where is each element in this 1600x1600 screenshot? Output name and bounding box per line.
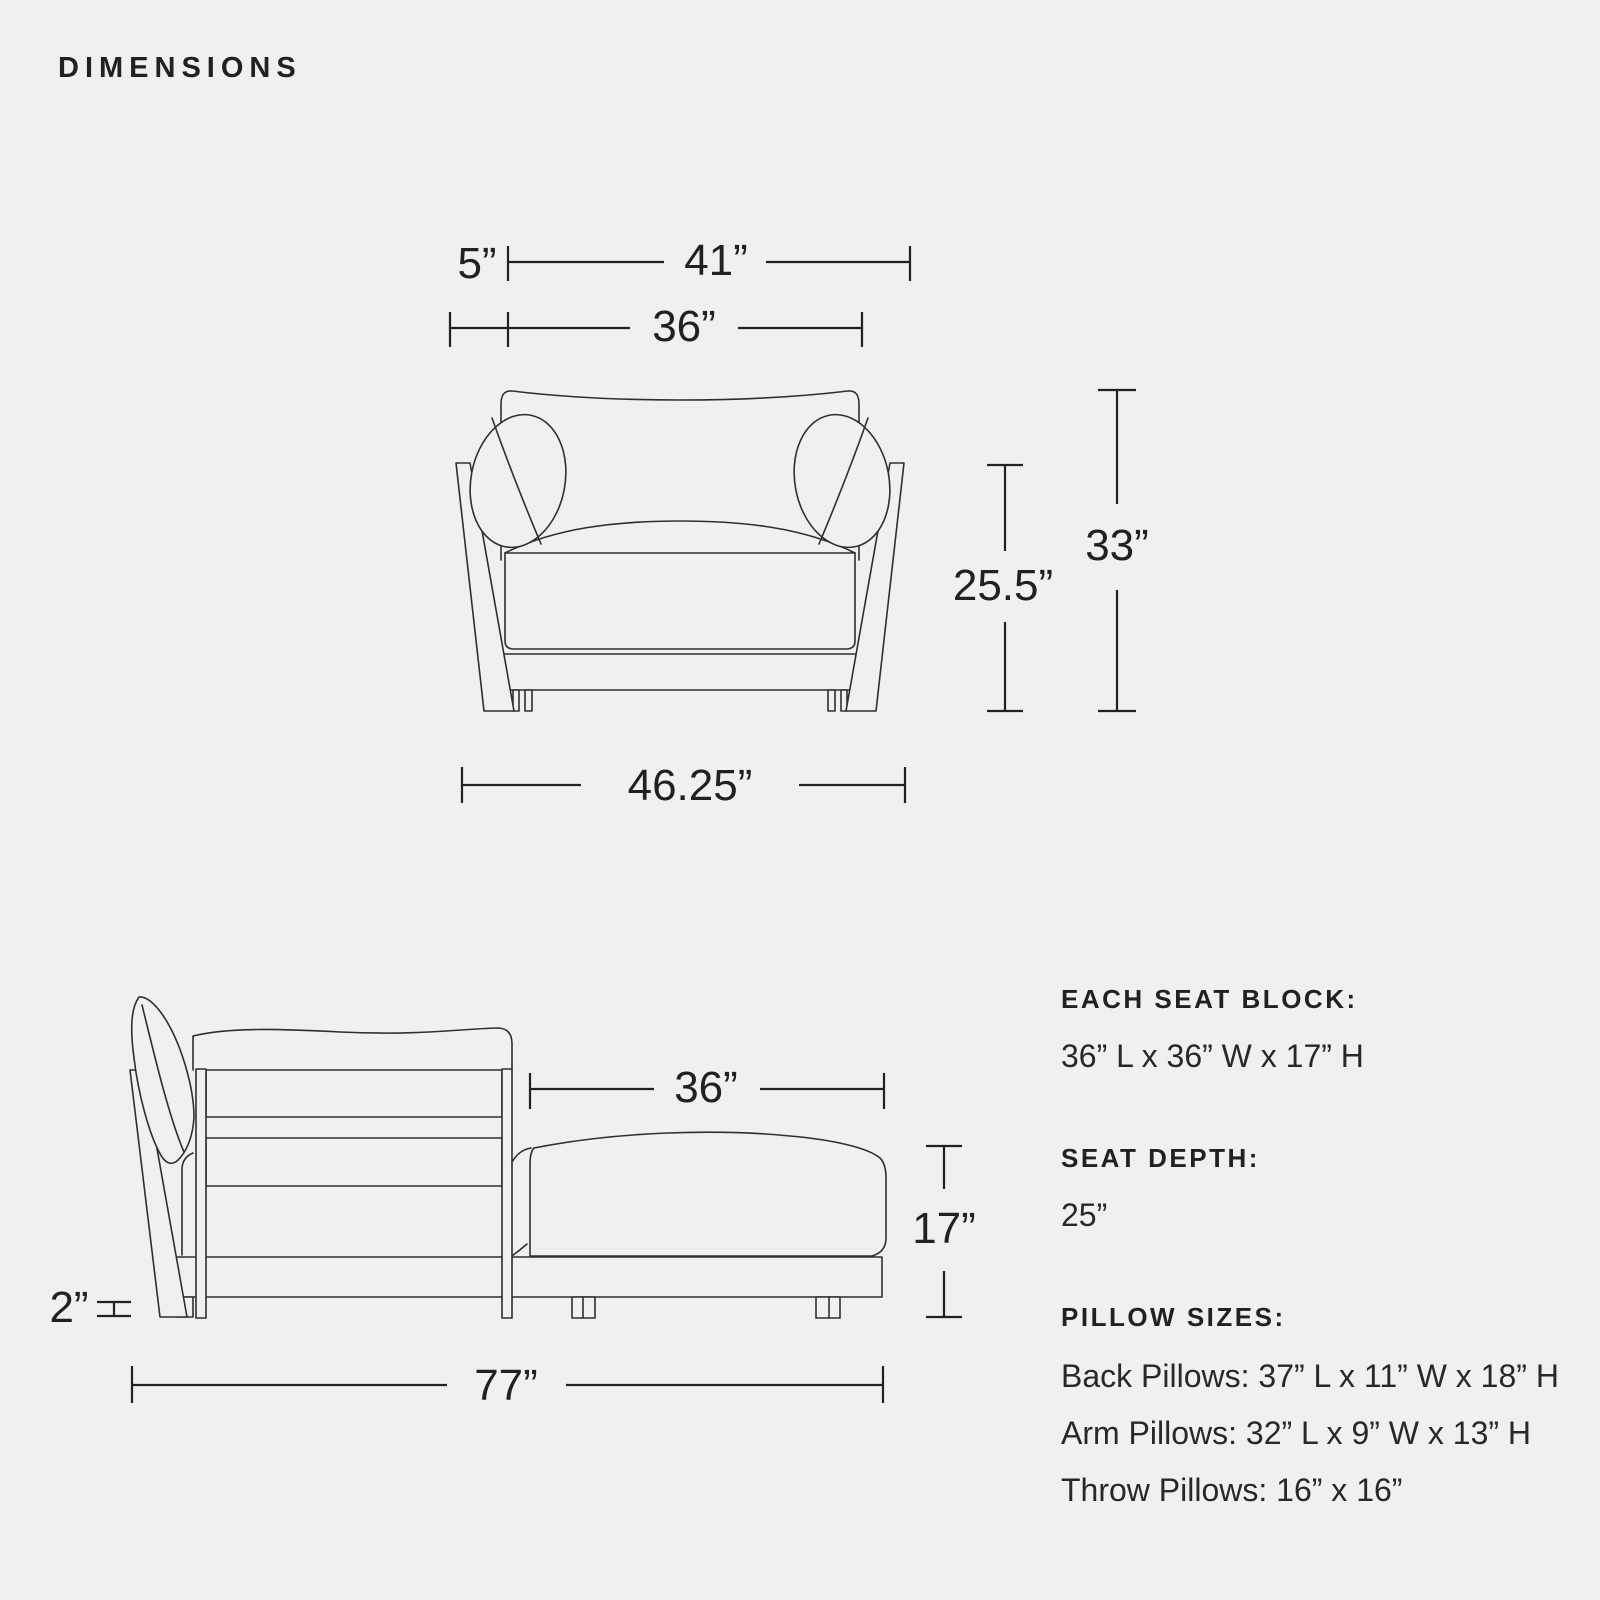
page-title: DIMENSIONS — [58, 52, 302, 84]
front-legs — [513, 690, 847, 711]
spec-seat-block — [1061, 985, 1561, 1076]
pillow-size-back: Back Pillows: 37” L x 11” W x 18” H — [1061, 1358, 1559, 1394]
front-view-drawing — [456, 391, 904, 711]
dim-label-overall-length: 77” — [474, 1361, 538, 1410]
dim-label-arm-width: 5” — [457, 239, 497, 288]
dim-line-leg-height — [97, 1302, 131, 1316]
frame-middle-slat — [206, 1138, 502, 1186]
spec-pillow-sizes — [1061, 1303, 1561, 1519]
side-back-cushion — [193, 1028, 512, 1070]
dim-label-seat-width: 36” — [652, 302, 716, 351]
frame-top-slat — [206, 1070, 502, 1117]
seat-depth-heading: SEAT DEPTH: — [1061, 1143, 1260, 1173]
dim-label-overall-height: 33” — [1085, 521, 1149, 570]
pillow-size-throw: Throw Pillows: 16” x 16” — [1061, 1472, 1403, 1508]
specs-panel — [1061, 985, 1561, 1519]
side-base-rail — [171, 1257, 882, 1297]
seat-block-value: 36” L x 36” W x 17” H — [1061, 1038, 1364, 1074]
chaise-legs — [572, 1297, 840, 1318]
dim-label-seat-block-height: 17” — [912, 1204, 976, 1253]
chaise-cushion — [530, 1132, 886, 1256]
seat-depth-value: 25” — [1061, 1197, 1108, 1233]
side-seat-cushion-edge — [182, 1153, 193, 1255]
dim-label-overall-width: 46.25” — [627, 761, 753, 810]
dim-label-seat-length: 36” — [674, 1063, 738, 1112]
side-view-drawing — [130, 997, 886, 1318]
seat-block-heading: EACH SEAT BLOCK: — [1061, 984, 1358, 1014]
spec-seat-depth — [1061, 1144, 1561, 1235]
dim-label-seat-back-height: 25.5” — [952, 561, 1054, 610]
chaise-cushion-creases — [512, 1148, 531, 1256]
frame-left-post — [196, 1069, 206, 1318]
dim-label-leg-height: 2” — [49, 1283, 89, 1332]
chaise-leg-inner-lines — [583, 1297, 829, 1318]
dim-label-frame-width: 41” — [684, 236, 748, 285]
seat-cushion-top — [505, 521, 855, 553]
pillow-sizes-list — [1061, 1348, 1561, 1519]
pillow-sizes-heading: PILLOW SIZES: — [1061, 1302, 1286, 1332]
pillow-size-arm: Arm Pillows: 32” L x 9” W x 13” H — [1061, 1415, 1532, 1451]
base-rail — [503, 654, 857, 690]
seat-cushion-front — [505, 553, 855, 649]
frame-right-post — [502, 1069, 512, 1318]
front-view-dimension-lines — [450, 246, 1136, 803]
